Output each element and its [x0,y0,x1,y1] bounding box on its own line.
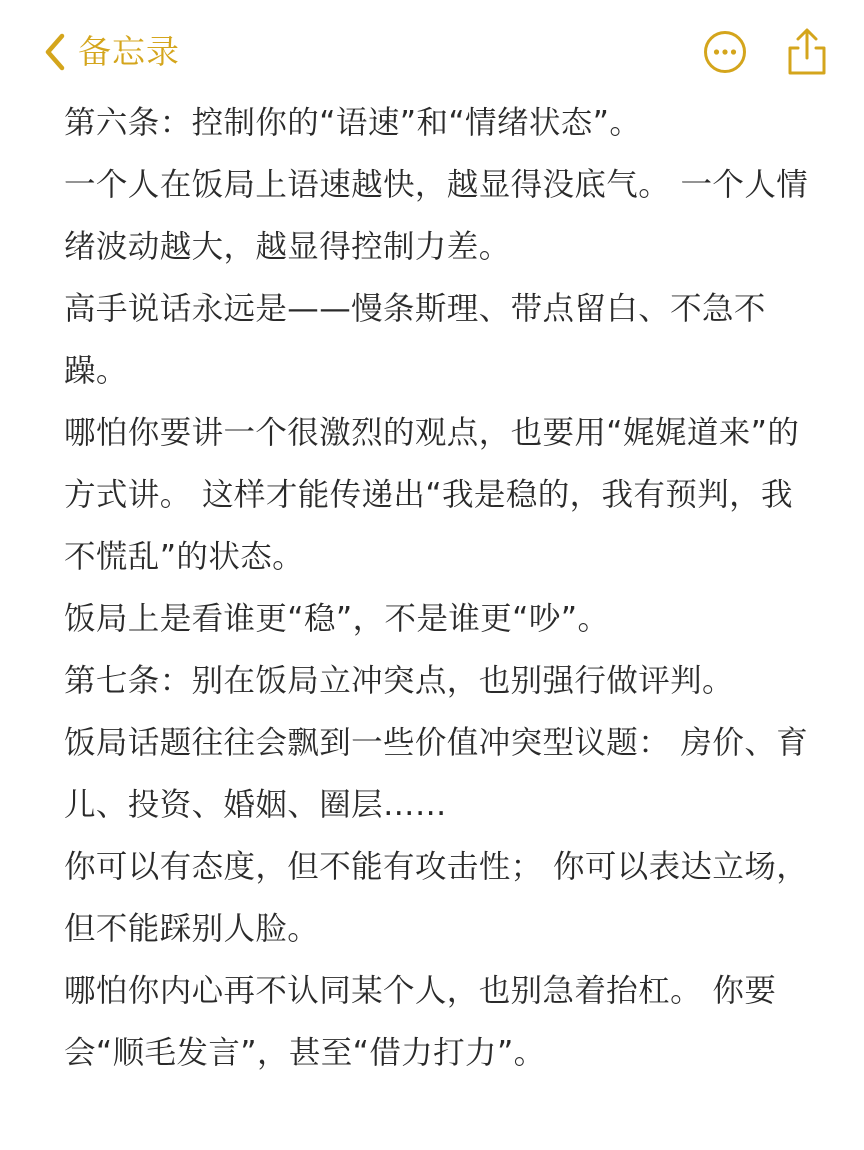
navigation-bar [0,0,864,100]
note-paragraph: 第七条：别在饭局立冲突点，也别强行做评判。 [64,663,734,699]
note-paragraph: 一个人在饭局上语速越快，越显得没底气。 一个人情绪波动越大，越显得控制力差。 [64,167,809,265]
share-icon [786,62,828,81]
note-body[interactable] [64,92,810,1084]
note-paragraph: 哪怕你内心再不认同某个人，也别急着抬杠。 你要会“顺毛发言”，甚至“借力打力”。 [64,973,777,1071]
note-paragraph: 哪怕你要讲一个很激烈的观点，也要用“娓娓道来”的方式讲。 这样才能传递出“我是稳的，我有预判，我不慌乱”的状态。 [64,415,800,575]
chevron-left-icon [44,33,66,71]
note-paragraph: 高手说话永远是——慢条斯理、带点留白、不急不躁。 [64,291,766,389]
note-paragraph: 你可以有态度，但不能有攻击性； 你可以表达立场，但不能踩别人脸。 [64,849,809,947]
note-paragraph: 饭局上是看谁更“稳”，不是谁更“吵”。 [64,601,610,637]
ellipsis-circle-icon [703,59,747,78]
back-button[interactable] [44,24,180,80]
back-label: 备忘录 [78,32,180,71]
more-button[interactable] [703,30,747,74]
note-paragraph: 第六条：控制你的“语速”和“情绪状态”。 [64,105,642,141]
share-button[interactable] [786,27,828,77]
note-paragraph: 饭局话题往往会飘到一些价值冲突型议题： 房价、育儿、投资、婚姻、圈层…… [64,725,809,823]
